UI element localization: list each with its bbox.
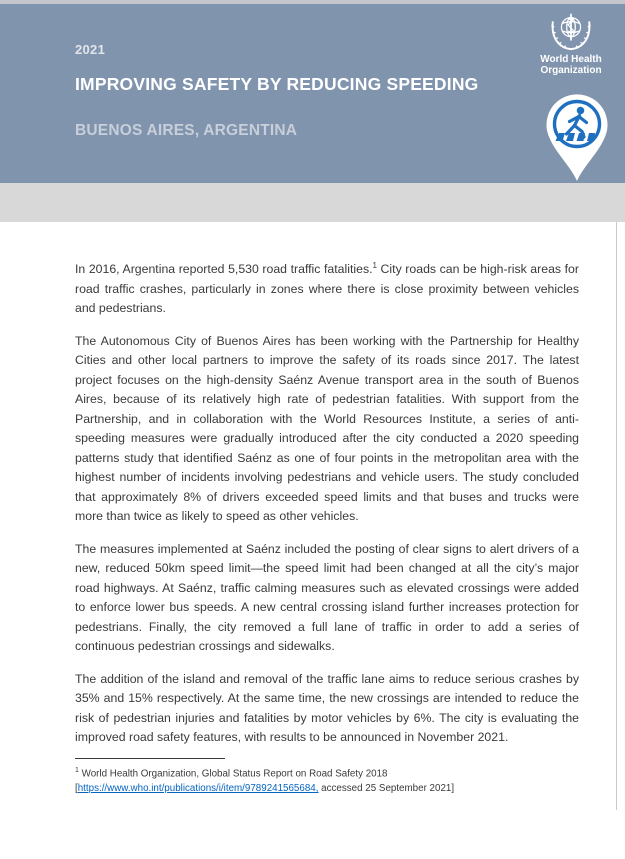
footnote-marker: 1 [75, 767, 79, 774]
location-pin-icon [542, 88, 612, 182]
footnote-link[interactable]: https://www.who.int/publications/i/item/9789241565684, [77, 783, 319, 795]
paragraph-1-text-cont: City roads can be high-risk areas for road traffic crashes, particularly in zones where there is close proximity between vehicles and pedestrians. [75, 262, 579, 315]
report-title: IMPROVING SAFETY BY REDUCING SPEEDING [75, 74, 479, 94]
footnote-reference: 1 [372, 260, 377, 270]
who-emblem-icon [548, 8, 594, 52]
document-body [75, 260, 579, 761]
pedestrian-crossing-pin-icon [542, 88, 612, 182]
footnote-section [75, 758, 579, 796]
footnote-citation [75, 763, 579, 781]
page-right-edge [616, 222, 617, 810]
footnote-access-date: accessed 25 September 2021] [318, 783, 455, 795]
report-year: 2021 [75, 42, 106, 57]
footnote-link-line [75, 781, 579, 796]
paragraph-4: The addition of the island and removal of the traffic lane aims to reduce serious crashes by 35% and 15% respectively. At the same time, the new crossings are intended to reduce the risk of pedestrian injuries and fatalities by motor vehicles by 6%. The city is evaluating the improved road safety features, with results to be announced in November 2021. [75, 671, 579, 744]
footnote-bracket: [ [75, 783, 78, 795]
footnote-divider [75, 758, 225, 759]
report-subtitle: BUENOS AIRES, ARGENTINA [75, 122, 298, 139]
who-logo-line2: Organization [540, 65, 602, 76]
paragraph-2: The Autonomous City of Buenos Aires has been working with the Partnership for Healthy Cities and other local partners to improve the safety of its roads since 2017. The latest project focuses on the high-density Saénz Avenue transport area in the south of Buenos Aires, because of its relatively high rate of pedestrian fatalities. With support from the Partnership, and in collaboration with the World Resources Institute, a series of anti-speeding measures were gradually introduced after the city conducted a 2020 speeding patterns study that identified Saénz as one of four points in the metropolitan area with the highest number of incidents involving pedestrians and vehicle users. The study concluded that approximately 8% of drivers exceeded speed limits and that buses and trucks were more than twice as likely to speed as other vehicles. [75, 333, 579, 523]
paragraph-1-text: In 2016, Argentina reported 5,530 road traffic fatalities. [75, 262, 373, 276]
who-logo-line1: World Health [540, 54, 602, 65]
who-logo [525, 8, 617, 76]
footnote-text: World Health Organization, Global Status Report on Road Safety 2018 [78, 768, 388, 780]
paragraph-3: The measures implemented at Saénz included the posting of clear signs to alert drivers of a new, reduced 50km speed limit—the speed limit had been changed at all the city’s major road highways. At Saénz, traffic calming measures such as elevated crossings were added to enforce lower bus speeds. A new central crossing island further increases protection for pedestrians. Finally, the city removed a full lane of traffic in order to add a series of continuous pedestrian crossings and sidewalks. [75, 541, 579, 653]
header-gray-band [0, 183, 625, 222]
paragraph-1 [75, 260, 579, 319]
